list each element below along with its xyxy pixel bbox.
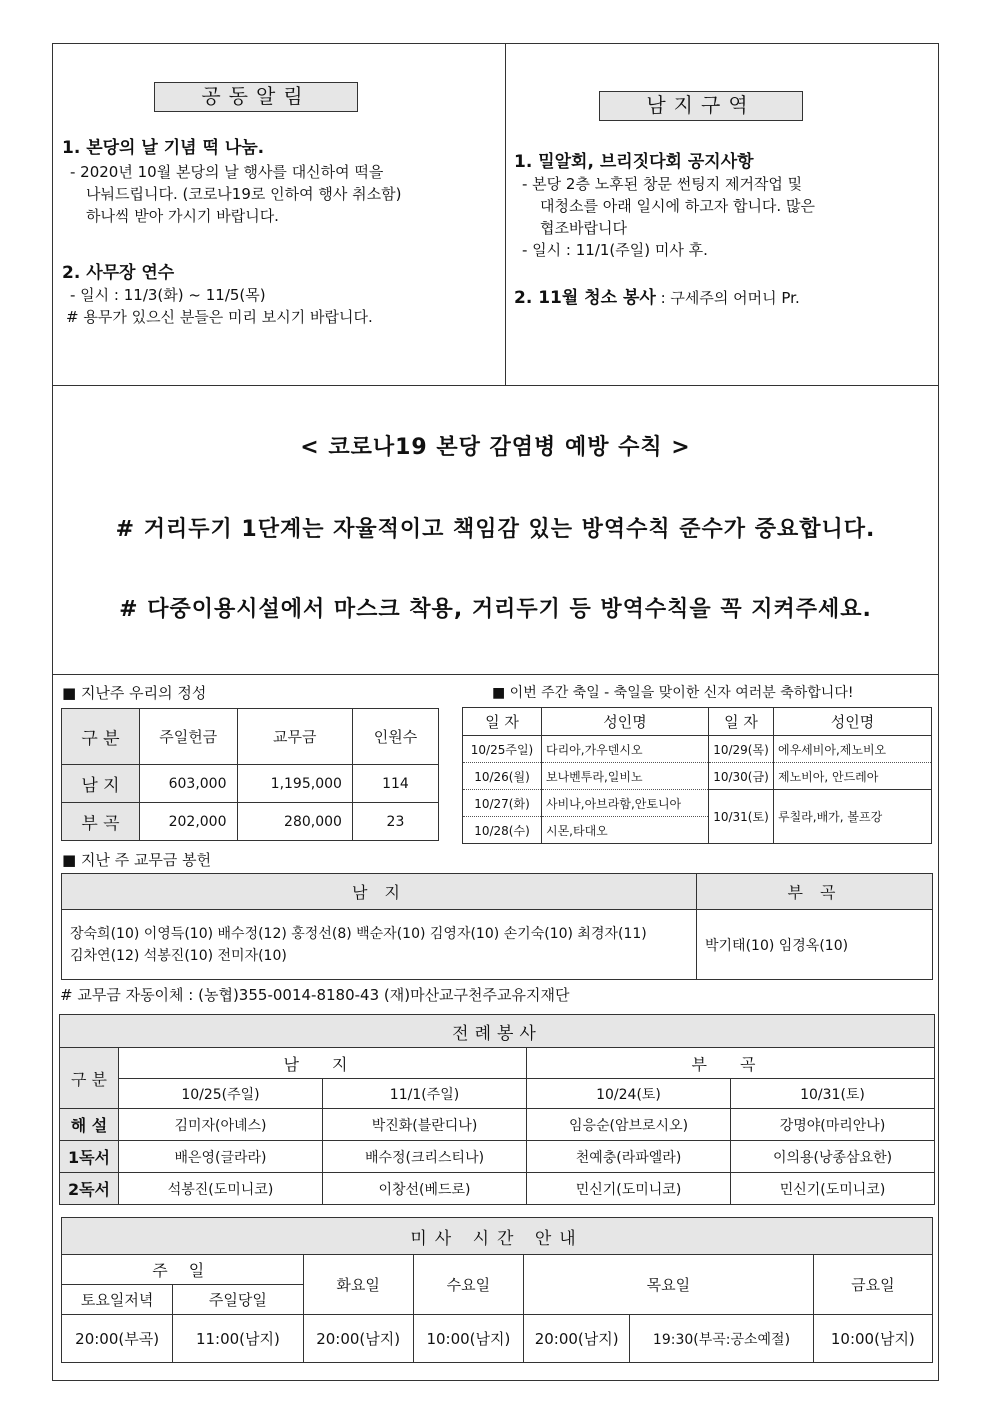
dues-col-namji: 남 지 — [62, 874, 697, 910]
mass-table — [61, 1217, 933, 1363]
mass-time: 10:00(남지) — [413, 1315, 523, 1363]
offering-header: 구 분 — [62, 709, 140, 765]
notice-line: - 일시 : 11/3(화) ~ 11/5(목) — [70, 286, 266, 304]
offering-header: 인원수 — [352, 709, 438, 765]
mass-fri: 금요일 — [813, 1255, 932, 1315]
offering-row-label: 남 지 — [62, 765, 140, 803]
feast-header: 일 자 — [463, 708, 542, 736]
mass-wed: 수요일 — [413, 1255, 523, 1315]
mass-tue: 화요일 — [303, 1255, 413, 1315]
liturgy-cell: 배수정(크리스티나) — [323, 1141, 527, 1173]
notice-line: # 용무가 있으신 분들은 미리 보시기 바랍니다. — [66, 308, 373, 326]
feast-date: 10/26(월) — [463, 763, 542, 790]
notice-line: - 2020년 10월 본당의 날 행사를 대신하여 떡을 — [70, 163, 384, 181]
autopay-note: # 교무금 자동이체 : (농협)355-0014-8180-43 (재)마산교구천주교유지재단 — [60, 986, 570, 1004]
liturgy-cell: 박진화(블란디나) — [323, 1109, 527, 1141]
feast-date: 10/25주일) — [463, 736, 542, 763]
liturgy-role: 해 설 — [60, 1109, 119, 1141]
mass-time: 10:00(남지) — [813, 1315, 932, 1363]
namji-title: 남지구역 — [599, 91, 803, 121]
liturgy-cell: 천예충(라파엘라) — [527, 1141, 731, 1173]
feast-saint: 루칠라,배가, 볼프강 — [774, 790, 932, 844]
feast-saint: 사비나,아브라함,안토니아 — [542, 790, 709, 817]
offering-header: 주일헌금 — [139, 709, 237, 765]
divider-2 — [52, 674, 939, 675]
liturgy-date: 11/1(주일) — [323, 1079, 527, 1109]
mass-time: 20:00(부곡) — [62, 1315, 173, 1363]
covid-line1: # 거리두기 1단계는 자율적이고 책임감 있는 방역수칙 준수가 중요합니다. — [115, 517, 876, 542]
mass-sat-eve: 토요일저녁 — [62, 1285, 173, 1315]
offering-dues: 280,000 — [237, 803, 352, 841]
offering-header: 교무금 — [237, 709, 352, 765]
notice-item1-title: 1. 본당의 날 기념 떡 나눔. — [62, 138, 265, 158]
covid-title: < 코로나19 본당 감염병 예방 수칙 > — [300, 435, 691, 460]
feast-saint: 제노비아, 안드레아 — [774, 763, 932, 790]
feast-date: 10/29(목) — [709, 736, 774, 763]
dues-heading: ■ 지난 주 교무금 봉헌 — [62, 851, 212, 869]
feast-heading: ■ 이번 주간 축일 - 축일을 맞이한 신자 여러분 축하합니다! — [492, 685, 854, 701]
offering-table — [61, 708, 439, 841]
liturgy-date: 10/24(토) — [527, 1079, 731, 1109]
feast-saint: 보나벤투라,일비노 — [542, 763, 709, 790]
namji-line: 대청소를 아래 일시에 하고자 합니다. 많은 — [540, 197, 815, 215]
mass-time: 20:00(남지) — [524, 1315, 630, 1363]
feast-date: 10/28(수) — [463, 817, 542, 844]
namji-item2-title: 2. 11월 청소 봉사 — [514, 288, 656, 308]
offering-count: 114 — [352, 765, 438, 803]
offering-sunday: 202,000 — [139, 803, 237, 841]
namji-item1-body — [522, 173, 932, 261]
mass-title: 미사 시간 안내 — [62, 1218, 933, 1255]
covid-line2: # 다중이용시설에서 마스크 착용, 거리두기 등 방역수칙을 꼭 지켜주세요. — [119, 597, 872, 622]
mass-time: 11:00(남지) — [173, 1315, 303, 1363]
namji-item1-title: 1. 밀알회, 브리짓다회 공지사항 — [514, 152, 754, 172]
liturgy-cell: 석봉진(도미니코) — [119, 1173, 323, 1205]
offering-heading: ■ 지난주 우리의 정성 — [62, 684, 207, 702]
namji-item2-text: : 구세주의 어머니 Pr. — [655, 289, 800, 307]
offering-sunday: 603,000 — [139, 765, 237, 803]
offering-count: 23 — [352, 803, 438, 841]
notice-line: 나눠드립니다. (코로나19로 인하여 행사 취소함) — [86, 185, 402, 203]
feast-header: 성인명 — [774, 708, 932, 736]
feast-saint: 에우세비아,제노비오 — [774, 736, 932, 763]
liturgy-role: 2독서 — [60, 1173, 119, 1205]
liturgy-bugok: 부 곡 — [527, 1048, 935, 1079]
feast-header: 일 자 — [709, 708, 774, 736]
notice-line: 하나씩 받아 가시기 바랍니다. — [86, 207, 279, 225]
mass-time: 19:30(부곡:공소예절) — [630, 1315, 813, 1363]
liturgy-cell: 김미자(아녜스) — [119, 1109, 323, 1141]
liturgy-date: 10/31(토) — [731, 1079, 935, 1109]
feast-header: 성인명 — [542, 708, 709, 736]
liturgy-cell: 이의용(낭종삼요한) — [731, 1141, 935, 1173]
offering-dues: 1,195,000 — [237, 765, 352, 803]
notice-title: 공동알림 — [154, 82, 358, 112]
liturgy-table — [59, 1014, 935, 1205]
liturgy-gubun: 구 분 — [60, 1048, 119, 1109]
dues-table — [61, 873, 933, 980]
feast-date: 10/27(화) — [463, 790, 542, 817]
dues-namji-names — [62, 910, 697, 980]
notice-item1-body — [70, 161, 500, 227]
dues-col-bugok: 부 곡 — [697, 874, 933, 910]
feast-saint: 시몬,타대오 — [542, 817, 709, 844]
notice-item2-title: 2. 사무장 연수 — [62, 263, 175, 283]
namji-line: 협조바랍니다 — [540, 219, 627, 237]
liturgy-cell: 강명야(마리안나) — [731, 1109, 935, 1141]
liturgy-cell: 임응순(암브로시오) — [527, 1109, 731, 1141]
feast-date: 10/31(토) — [709, 790, 774, 844]
liturgy-cell: 이창선(베드로) — [323, 1173, 527, 1205]
notice-item2-body — [66, 284, 496, 328]
column-divider — [505, 43, 506, 385]
namji-item2 — [514, 283, 934, 309]
liturgy-cell: 민신기(도미니코) — [527, 1173, 731, 1205]
liturgy-role: 1독서 — [60, 1141, 119, 1173]
mass-sunday: 주 일 — [62, 1255, 304, 1285]
divider-1 — [52, 385, 939, 386]
liturgy-cell: 배은영(글라라) — [119, 1141, 323, 1173]
mass-time: 20:00(남지) — [303, 1315, 413, 1363]
dues-bugok-names: 박기태(10) 임경옥(10) — [697, 910, 933, 980]
mass-sun-day: 주일당일 — [173, 1285, 303, 1315]
liturgy-title: 전례봉사 — [60, 1015, 935, 1048]
liturgy-date: 10/25(주일) — [119, 1079, 323, 1109]
feast-saint: 다리아,가우덴시오 — [542, 736, 709, 763]
mass-thu: 목요일 — [524, 1255, 814, 1315]
dues-namji-line: 장숙희(10) 이영득(10) 배수정(12) 홍정선(8) 백순자(10) 김영자(10) 손기숙(10) 최경자(11) — [70, 925, 647, 942]
namji-line: - 일시 : 11/1(주일) 미사 후. — [522, 241, 708, 259]
liturgy-namji: 남 지 — [119, 1048, 527, 1079]
dues-namji-line: 김차연(12) 석봉진(10) 전미자(10) — [70, 947, 287, 964]
namji-line: - 본당 2층 노후된 창문 썬팅지 제거작업 및 — [522, 175, 803, 193]
feast-table — [462, 707, 932, 844]
offering-row-label: 부 곡 — [62, 803, 140, 841]
feast-date: 10/30(금) — [709, 763, 774, 790]
liturgy-cell: 민신기(도미니코) — [731, 1173, 935, 1205]
